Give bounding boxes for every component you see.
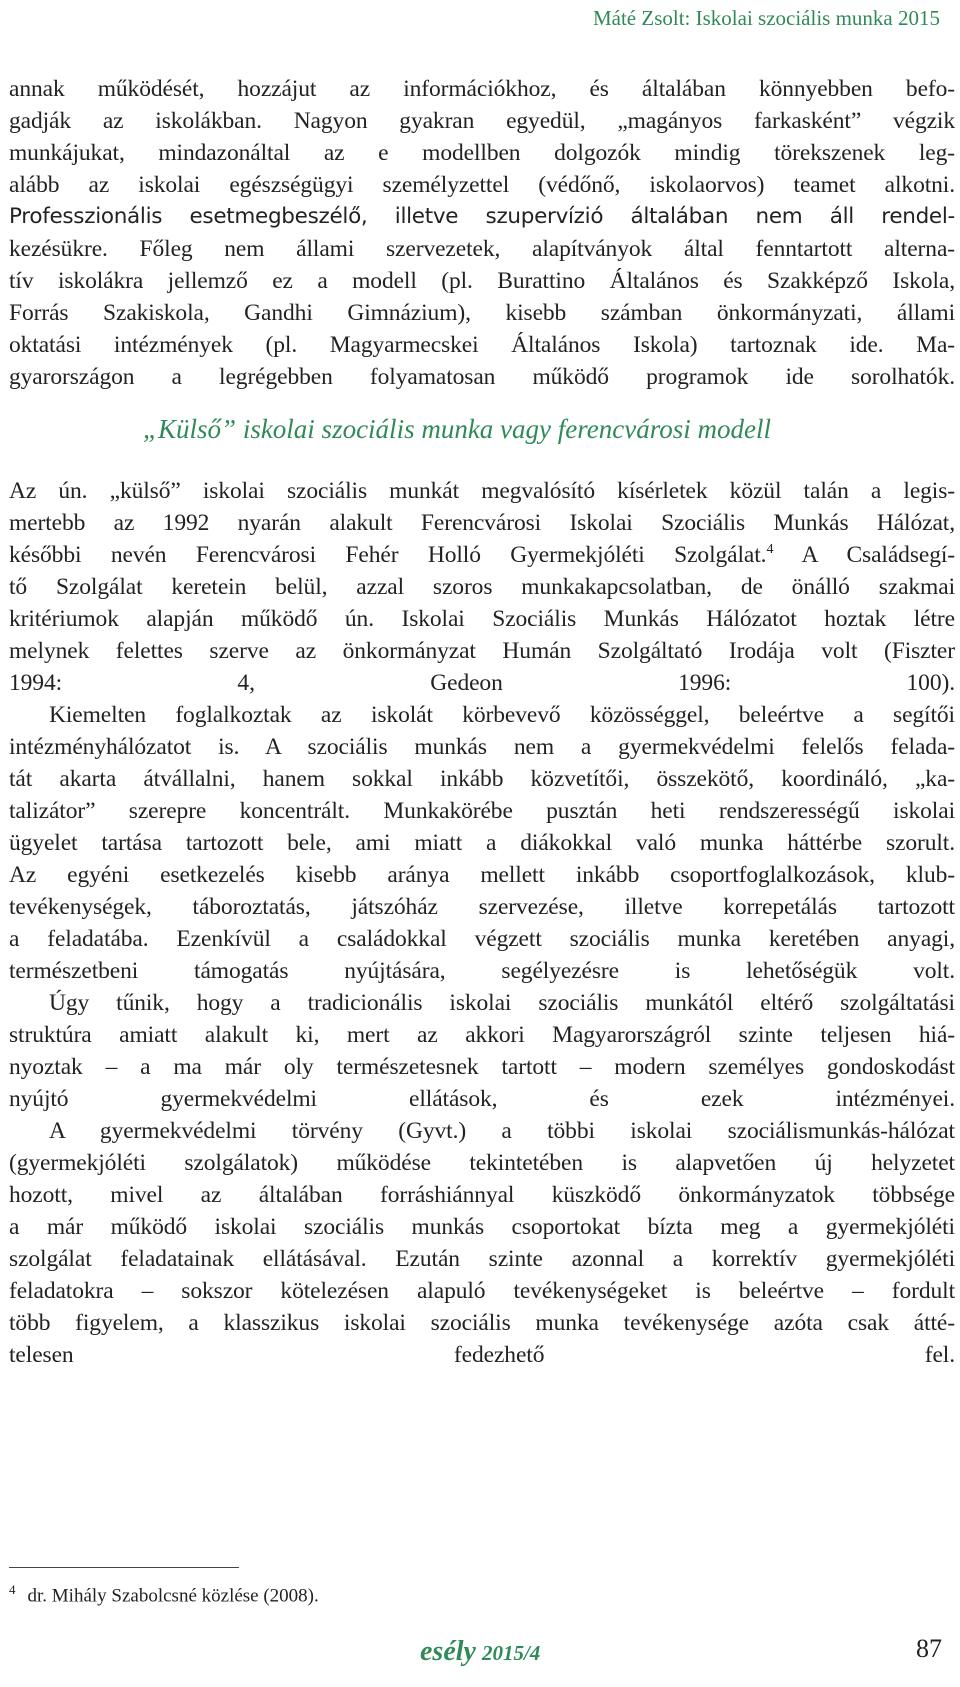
paragraph-1 [9, 73, 955, 393]
text-line: mertebb az 1992 nyarán alakult Ferencvárosi Iskolai Szociális Munkás Hálózat, [9, 510, 955, 536]
text-line: (gyermekjóléti szolgálatok) működése tekintetében is alapvetően új helyzetet [9, 1150, 955, 1176]
section-title: „Külső” iskolai szociális munka vagy ferencvárosi modell [143, 414, 771, 444]
text-line: talizátor” szerepre koncentrált. Munkakörébe pusztán heti rendszerességű iskolai [9, 798, 955, 824]
text-line: hozott, mivel az általában forráshiánnyal küszködő önkormányzatok többsége [9, 1182, 955, 1208]
text-line: Professzionális esetmegbeszélő, illetve szupervízió általában nem áll rendel- [9, 204, 955, 229]
text-line: melynek felettes szerve az önkormányzat Humán Szolgáltató Irodája volt (Fiszter [9, 638, 955, 664]
journal-name: esély [420, 1636, 476, 1667]
text-line: tát akarta átvállalni, hanem sokkal inkább közvetítői, összekötő, koordináló, „ka- [9, 766, 955, 792]
text-line: munkájukat, mindazonáltal az e modellben dolgozók mindig törekszenek leg- [9, 140, 955, 166]
text-line: struktúra amiatt alakult ki, mert az akkori Magyarországról szinte teljesen hiá- [9, 1022, 955, 1048]
journal-issue: 2015/4 [481, 1641, 541, 1665]
text-line: a már működő iskolai szociális munkás csoportokat bízta meg a gyermekjóléti [9, 1214, 955, 1240]
text-line: alább az iskolai egészségügyi személyzettel (védőnő, iskolaorvos) teamet alkotni. [9, 172, 955, 198]
text-line: tív iskolákra jellemző ez a modell (pl. Burattino Általános és Szakképző Iskola, [9, 268, 955, 294]
text-line: annak működését, hozzájut az információkhoz, és általában könnyebben befo- [9, 76, 955, 102]
text-line: telesen fedezhető fel. [9, 1342, 955, 1368]
text-line: 1994: 4, Gedeon 1996: 100). [9, 670, 955, 696]
text-line: gyarországon a legrégebben folyamatosan működő programok ide sorolhatók. [9, 364, 955, 390]
footnote-text: dr. Mihály Szabolcsné közlése (2008). [27, 1585, 319, 1607]
footnote-reference[interactable]: 4 [766, 542, 774, 558]
text-line [9, 539, 955, 571]
text-line: Forrás Szakiskola, Gandhi Gimnázium), kisebb számban önkormányzati, állami [9, 300, 955, 326]
text-line: nyújtó gyermekvédelmi ellátások, és ezek intézményei. [9, 1086, 955, 1112]
paragraph-2 [9, 475, 955, 699]
paragraph-3 [9, 699, 955, 987]
footnote [9, 1578, 319, 1608]
journal-title [420, 1636, 540, 1668]
text-line: feladatokra – sokszor kötelezésen alapuló tevékenységeket is beleértve – fordult [9, 1278, 955, 1304]
text-line: ügyelet tartása tartozott bele, ami miatt a diákokkal való munka háttérbe szorult. [9, 830, 955, 856]
footnote-divider [9, 1567, 239, 1568]
text-line: intézményhálózatot is. A szociális munkás nem a gyermekvédelmi felelős felada- [9, 734, 955, 760]
footnote-number: 4 [9, 1582, 16, 1597]
text-line: tő Szolgálat keretein belül, azzal szoros munkakapcsolatban, de önálló szakmai [9, 574, 955, 600]
text-line: a feladatába. Ezenkívül a családokkal végzett szociális munka keretében anyagi, [9, 926, 955, 952]
text-line: több figyelem, a klasszikus iskolai szociális munka tevékenysége azóta csak átté- [9, 1310, 955, 1336]
text-line: tevékenységek, táboroztatás, játszóház szervezése, illetve korrepetálás tartozott [9, 894, 955, 920]
footnote-ref-line: későbbi nevén Ferencvárosi Fehér Holló Gyermekjóléti Szolgálat.$^4$ A Családsegí- [9, 542, 956, 568]
text-line: Az egyéni esetkezelés kisebb aránya mellett inkább csoportfoglalkozások, klub- [9, 862, 955, 888]
text-line: nyoztak – a ma már oly természetesnek tartott – modern személyes gondoskodást [9, 1054, 955, 1080]
page-number: 87 [916, 1634, 942, 1663]
text-line: Úgy tűnik, hogy a tradicionális iskolai szociális munkától eltérő szolgáltatási [49, 990, 955, 1016]
paragraph-5 [9, 1115, 955, 1371]
text-line: természetbeni támogatás nyújtására, segélyezésre is lehetőségük volt. [9, 958, 955, 984]
text-line: gadják az iskolákban. Nagyon gyakran egyedül, „magányos farkasként” végzik [9, 108, 955, 134]
page-body [9, 73, 955, 1371]
text-line: oktatási intézmények (pl. Magyarmecskei Általános Iskola) tartoznak ide. Ma- [9, 332, 955, 358]
text-line: kezésükre. Főleg nem állami szervezetek, alapítványok által fenntartott alterna- [9, 236, 955, 262]
text-line: kritériumok alapján működő ún. Iskolai Szociális Munkás Hálózatot hoztak létre [9, 606, 955, 632]
text-line: A gyermekvédelmi törvény (Gyvt.) a többi iskolai szociálismunkás-hálózat [49, 1118, 955, 1144]
running-head: Máté Zsolt: Iskolai szociális munka 2015 [592, 6, 940, 30]
text-line: szolgálat feladatainak ellátásával. Ezután szinte azonnal a korrektív gyermekjóléti [9, 1246, 955, 1272]
text-line: Kiemelten foglalkoztak az iskolát körbevevő közösséggel, beleértve a segítői [49, 702, 955, 728]
paragraph-4 [9, 987, 955, 1115]
text-line: Az ún. „külső” iskolai szociális munkát megvalósító kísérletek közül talán a legis- [9, 478, 955, 504]
